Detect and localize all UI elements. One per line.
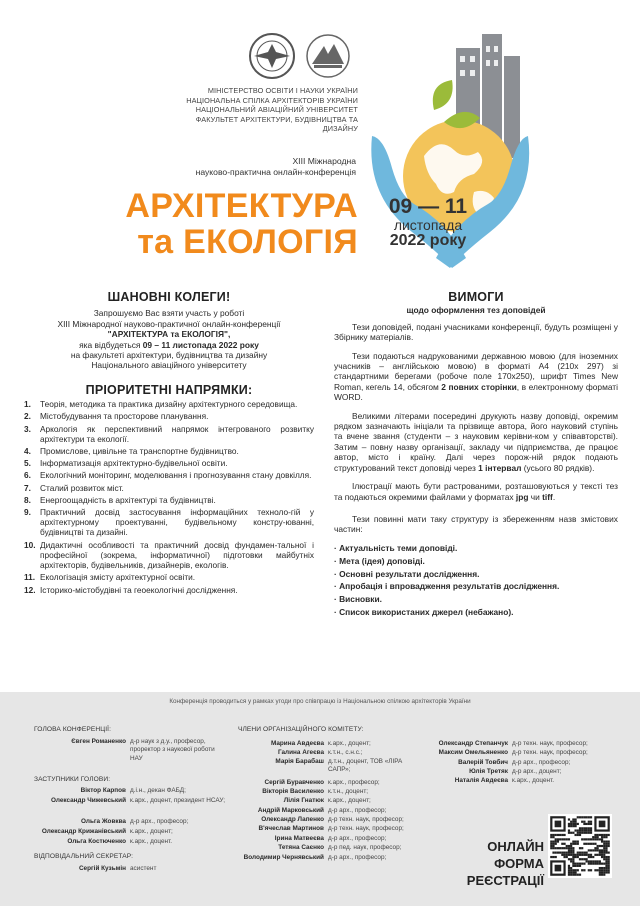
- list-item: · Актуальність теми доповіді.: [334, 542, 458, 553]
- list-item: 8. Енергоощадність в архітектурі та будівництві.: [24, 494, 216, 505]
- org-line: МІНІСТЕРСТВО ОСВІТИ І НАУКИ УКРАЇНИ: [207, 86, 358, 95]
- person-row: Ольга Жовква д-р арх., професор;: [81, 818, 189, 825]
- right-column: [334, 292, 618, 620]
- paragraph: Тези повинні мати таку структуру із збереженням назв змістових частин:: [334, 513, 618, 535]
- person-row: Олександр Крижанівський к.арх., доцент;: [41, 828, 173, 835]
- person-row: Сергій Буравченко к.арх., професор;: [264, 779, 380, 786]
- list-item: · Основні результати дослідження.: [334, 568, 480, 579]
- person-row: Віктор Карпов д.і.н., декан ФАБД;: [80, 787, 186, 794]
- org-line: НАЦІОНАЛЬНА СПІЛКА АРХІТЕКТОРІВ УКРАЇНИ: [186, 95, 358, 105]
- list-item: 1. Теорія, методика та практика дизайну архітектурного середовища.: [24, 399, 298, 410]
- person-row: Ірина Матвеєва д-р арх., професор;: [274, 835, 387, 842]
- person-row: Галина Агеєва к.т.н., с.н.с.;: [277, 749, 363, 756]
- requirements-heading: ВИМОГИ: [448, 290, 504, 304]
- list-item: · Мета (ідея) доповіді.: [334, 555, 425, 566]
- person-row: Лілія Гнатюк к.арх., доцент;: [283, 797, 371, 804]
- university-emblem-icon: [248, 32, 296, 80]
- person-row: Марія Барабаш д.т.н., доцент, ТОВ «ЛІРА САПР»;: [275, 758, 403, 774]
- person-row: Валерій Товбич д-р арх., професор;: [458, 758, 571, 766]
- registration-caption: ОНЛАЙН ФОРМА РЕЄСТРАЦІЇ: [466, 839, 544, 888]
- person-row: Наталія Авдеєва к.арх., доцент.: [454, 777, 555, 785]
- logos: [248, 32, 354, 80]
- org-line: НАЦІОНАЛЬНИЙ АВІАЦІЙНИЙ УНІВЕРСИТЕТ: [195, 105, 358, 115]
- person-row: Марина Авдеєва к.арх., доцент;: [270, 740, 371, 747]
- paragraph: Великими літерами посередині друкують назву доповіді, окремим рядком зазначають ініціали та прізвище автора, його науковий ступінь та вчене звання (студенти – з науковим керівни-ком у співавторстві). Затим – повну назву організації, закладу чи підприємства, де працює автор, місто і країну. Далі через порож-ній рядок подають структурований текст доповіді через 1 інтервал (усього 80 рядків).: [334, 410, 618, 473]
- list-item: 10. Дидактичні особливості та практичний досвід фундамен-тальної і професійної (зокрема, інформатичної) підготовки майбутніх архітекторів, будівельників, дизайнерів, екологів.: [24, 539, 314, 571]
- list-item: · Список використаних джерел (небажано).: [334, 607, 514, 618]
- left-column: [24, 292, 314, 597]
- paragraph: Ілюстрації мають бути растрованими, розташовуються у тексті тез та подаються окремими файлами у форматах jpg чи tiff.: [334, 481, 618, 502]
- person-row: Володимир Чернявський д-р арх., професор;: [243, 854, 387, 861]
- architects-union-logo-icon: [302, 32, 354, 80]
- paragraph: Тези доповідей, подані учасниками конференції, будуть розміщені у Збірнику матеріалів.: [334, 321, 618, 343]
- person-row: Тетяна Саєнко д-р пед. наук, професор;: [278, 844, 402, 851]
- person-row: Євген Романенко д-р наук з д.у., професор, проректор з наукової роботи НАУ: [71, 738, 215, 762]
- structure-list: [334, 543, 618, 618]
- person-row: Андрій Марковський д-р арх., професор;: [257, 807, 387, 814]
- requirements-subheading: щодо оформлення тез доповідей: [406, 305, 546, 316]
- deputies-label: ЗАСТУПНИКИ ГОЛОВИ:: [34, 776, 111, 783]
- conference-dates: 09 — 11 листопада 2022 року: [388, 195, 468, 249]
- priorities-heading: ПРІОРИТЕТНІ НАПРЯМКИ:: [85, 382, 253, 397]
- person-row: Олександр Степанчук д-р техн. наук, професор;: [438, 740, 588, 747]
- priorities-list: [24, 399, 314, 594]
- list-item: 4. Промислове, цивільне та транспортне будівництво.: [24, 446, 239, 457]
- invitation-text: Запрошуємо Вас взяти участь у роботі XIII Міжнародної науково-практичної онлайн-конференції "АРХІТЕКТУРА та ЕКОЛОГІЯ", яка відбудеться 09 – 11 листопада 2022 року на факультеті архітектури, будівництва та дизайну Національного авіаційного університету: [57, 308, 281, 371]
- list-item: 7. Сталий розвиток міст.: [24, 482, 124, 493]
- cooperation-note: Конференція проводиться у рамках угоди про співпрацю із Національною спілкою архітекторів України: [169, 698, 471, 705]
- person-row: В'ячеслав Мартинов д-р техн. наук, професор;: [258, 825, 404, 832]
- list-item: · Апробація і впровадження результатів дослідження.: [334, 581, 560, 592]
- list-item: 6. Екологічний моніторинг, моделювання і прогнозування стану довкілля.: [24, 470, 312, 481]
- head-label: ГОЛОВА КОНФЕРЕНЦІЇ:: [34, 726, 112, 733]
- paragraph: Тези подаються надрукованими державною мовою (для іноземних учасників – англійською мовою) в форматі А4 (210х 297) зі стандартними берегами (робоче поле 170х250), шрифт Times New Roman, кегель 14, обсягом 2 повних сторінки, в електронному форматі WORD.: [334, 350, 619, 403]
- person-row: Сергій Кузьмін асистент: [78, 865, 157, 872]
- list-item: 11. Екологізація змісту архітектурної освіти.: [24, 572, 196, 583]
- secretary-label: ВІДПОВІДАЛЬНИЙ СЕКРЕТАР:: [34, 853, 134, 860]
- person-row: Максим Омельяненко д-р техн. наук, професор;: [438, 749, 588, 757]
- person-row: Юлія Третяк д-р арх., доцент;: [469, 767, 562, 775]
- organizers-list: [160, 86, 358, 134]
- conference-title: АРХІТЕКТУРА та ЕКОЛОГІЯ: [125, 187, 358, 261]
- person-row: Ольга Костюченко к.арх., доцент.: [67, 838, 173, 845]
- person-row: Вікторія Василенко к.т.н., доцент;: [262, 788, 369, 795]
- org-line: ФАКУЛЬТЕТ АРХІТЕКТУРИ, БУДІВНИЦТВА ТА ДИЗАЙНУ: [195, 114, 358, 134]
- header-section: [0, 0, 640, 290]
- list-item: · Висновки.: [334, 594, 382, 605]
- list-item: 9. Практичний досвід застосування інформаційних техноло-гій у архітектурному проектуванні, будівельному констру-юванні, будівництві та дизайні.: [24, 507, 314, 538]
- person-row: Олександр Лапенко д-р техн. наук, професор;: [261, 816, 404, 823]
- qr-code-icon[interactable]: [548, 814, 612, 878]
- greeting-heading: ШАНОВНІ КОЛЕГИ!: [107, 290, 231, 304]
- list-item: 12. Історико-містобудівні та геоекологічні дослідження.: [24, 584, 238, 595]
- list-item: 5. Інформатизація архітектурно-будівельної освіти.: [24, 458, 228, 469]
- conference-subtitle: XIII Міжнародна науково-практична онлайн-конференція: [195, 156, 356, 177]
- list-item: 2. Містобудування та просторове планування.: [24, 411, 209, 422]
- person-row: Олександр Чижевський к.арх., доцент, президент НСАУ;: [50, 797, 226, 804]
- committee-label: ЧЛЕНИ ОРГАНІЗАЦІЙНОГО КОМІТЕТУ:: [238, 726, 364, 733]
- list-item: 3. Аркологія як перспективний напрямок інтегрованого розвитку архітектури та екології.: [24, 423, 314, 444]
